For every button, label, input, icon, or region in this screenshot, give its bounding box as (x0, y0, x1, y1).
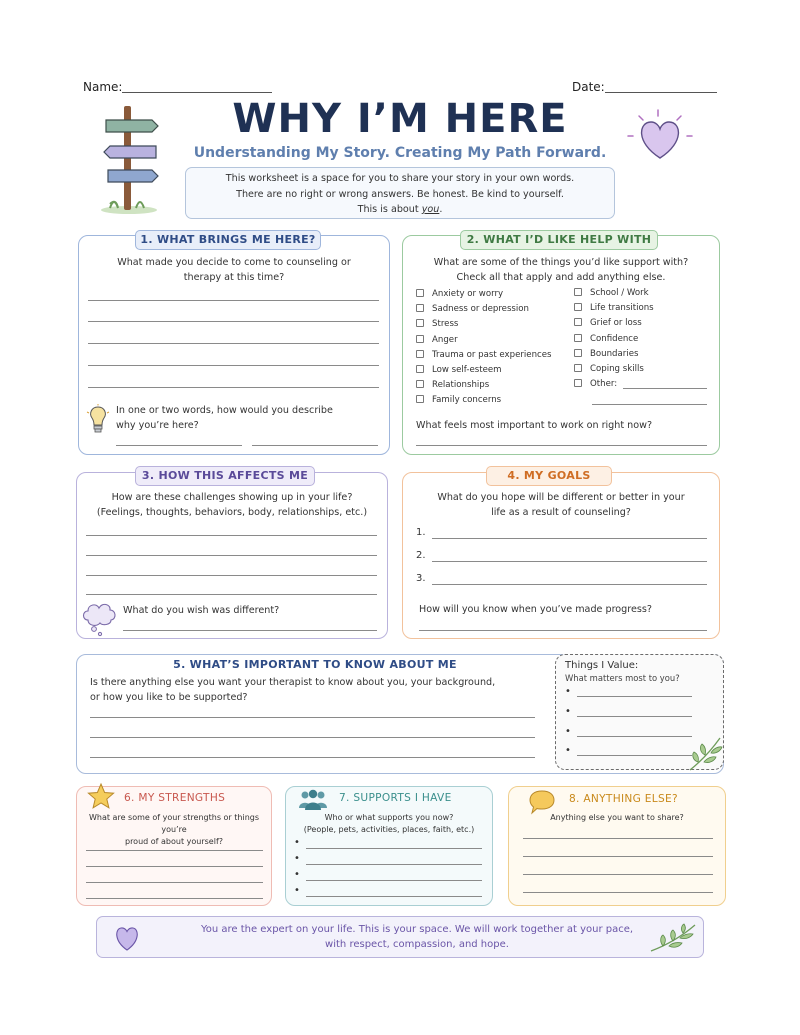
section-5-title: 5. WHAT’S IMPORTANT TO KNOW ABOUT ME (173, 658, 457, 671)
bullet: • (565, 706, 571, 717)
checkbox-label: Stress (432, 319, 459, 330)
section-4-followup: How will you know when you’ve made progress? (419, 604, 652, 615)
section-5-question: Is there anything else you want your therapist to know about you, your background, or how you like to be supported? (90, 677, 496, 703)
answer-line[interactable] (88, 321, 379, 322)
section-1-prompt: In one or two words, how would you describe why you’re here? (116, 405, 333, 431)
people-icon (298, 788, 328, 812)
lightbulb-icon (86, 404, 110, 436)
support-answer-line[interactable] (306, 896, 482, 897)
bullet: • (565, 686, 571, 697)
values-title: Things I Value: (565, 660, 639, 671)
checkbox-label: Sadness or depression (432, 304, 529, 315)
checkbox[interactable] (416, 289, 424, 297)
value-answer-line[interactable] (577, 716, 692, 717)
answer-line[interactable] (88, 300, 379, 301)
support-answer-line[interactable] (306, 848, 482, 849)
goal-answer-line[interactable] (432, 584, 707, 585)
checkbox-option[interactable] (416, 395, 501, 405)
checkbox[interactable] (416, 365, 424, 373)
answer-line[interactable] (86, 882, 263, 883)
section-4-title: 4. MY GOALS (486, 466, 612, 486)
checkbox[interactable] (574, 288, 582, 296)
checkbox-option[interactable] (574, 379, 617, 389)
checkbox-option[interactable] (416, 319, 458, 329)
goal-answer-line[interactable] (432, 561, 707, 562)
thought-cloud-icon (80, 598, 118, 638)
section-6-question: What are some of your strengths or things you’re proud of about yourself? (88, 813, 260, 846)
answer-line[interactable] (86, 850, 263, 851)
section-1-title: 1. WHAT BRINGS ME HERE? (135, 230, 321, 250)
checkbox[interactable] (416, 350, 424, 358)
answer-line[interactable] (523, 856, 713, 857)
checkbox-label: Life transitions (590, 303, 654, 314)
section-2-followup: What feels most important to work on right now? (416, 420, 653, 431)
short-answer-line[interactable] (116, 445, 242, 446)
answer-line[interactable] (88, 343, 379, 344)
support-answer-line[interactable] (306, 880, 482, 881)
checkbox[interactable] (574, 364, 582, 372)
answer-line[interactable] (90, 737, 535, 738)
bullet: • (565, 726, 571, 737)
section-2-title: 2. WHAT I’D LIKE HELP WITH (460, 230, 658, 250)
answer-line[interactable] (123, 630, 377, 631)
section-4-question: What do you hope will be different or better in your life as a result of counseling? (437, 492, 685, 518)
intro-line-3: This is about you. (357, 204, 443, 215)
checkbox-option[interactable] (574, 318, 642, 328)
answer-line[interactable] (86, 898, 263, 899)
checkbox-label: Boundaries (590, 348, 639, 359)
answer-line[interactable] (86, 535, 377, 536)
bullet: • (294, 885, 300, 896)
value-answer-line[interactable] (577, 736, 692, 737)
checkbox-label: Coping skills (590, 364, 644, 374)
checkbox-label: Anxiety or worry (432, 289, 504, 299)
bullet: • (294, 869, 300, 880)
section-3-title: 3. HOW THIS AFFECTS ME (135, 466, 315, 486)
intro-line-2: There are no right or wrong answers. Be honest. Be kind to yourself. (236, 188, 564, 200)
answer-line[interactable] (86, 594, 377, 595)
bullet: • (294, 853, 300, 864)
value-answer-line[interactable] (577, 755, 692, 756)
values-subtitle: What matters most to you? (565, 673, 680, 683)
section-1-question: What made you decide to come to counseling or therapy at this time? (117, 257, 351, 283)
intro-emphasis: you (421, 204, 440, 215)
checkbox-label: Anger (432, 334, 458, 345)
checkbox[interactable] (574, 303, 582, 311)
answer-line[interactable] (416, 445, 707, 446)
checkbox-label: Grief or loss (590, 318, 642, 329)
section-7-title: 7. SUPPORTS I HAVE (339, 792, 452, 804)
other-answer-line[interactable] (592, 404, 707, 405)
answer-line[interactable] (86, 866, 263, 867)
checkbox[interactable] (574, 379, 582, 387)
checkbox-option[interactable] (416, 380, 489, 390)
checkbox-label: Confidence (590, 333, 639, 344)
goal-number: 1. (416, 527, 426, 538)
checkbox-label: Relationships (432, 380, 490, 391)
checkbox[interactable] (574, 318, 582, 326)
goal-answer-line[interactable] (432, 538, 707, 539)
checkbox-option[interactable] (574, 364, 644, 374)
checkbox-option[interactable] (574, 349, 638, 359)
section-8-question: Anything else you want to share? (550, 813, 684, 822)
leaf-sprig-icon (649, 921, 699, 955)
answer-line[interactable] (88, 365, 379, 366)
checkbox-option[interactable] (416, 365, 502, 375)
heart-icon (625, 108, 695, 168)
section-3-question: How are these challenges showing up in your life? (Feelings, thoughts, behaviors, body, relationships, etc.) (96, 492, 368, 518)
answer-line[interactable] (523, 892, 713, 893)
page-subtitle: Understanding My Story. Creating My Path Forward. (193, 145, 607, 161)
checkbox-label: Low self-esteem (432, 365, 502, 375)
checkbox-label: School / Work (590, 288, 649, 298)
section-8-title: 8. ANYTHING ELSE? (569, 793, 678, 805)
checkbox-option[interactable] (416, 289, 503, 299)
answer-line[interactable] (523, 838, 713, 839)
page-title: WHY I’M HERE (232, 96, 568, 142)
checkbox-option[interactable] (416, 350, 552, 360)
answer-line[interactable] (86, 555, 377, 556)
heart-icon (111, 923, 143, 953)
bullet: • (565, 745, 571, 756)
answer-line[interactable] (419, 630, 707, 631)
checkbox-label: Family concerns (432, 395, 502, 406)
checkbox-option[interactable] (416, 335, 458, 345)
checkbox-option[interactable] (574, 334, 638, 344)
bullet: • (294, 837, 300, 848)
section-7-question: Who or what supports you now? (People, pets, activities, places, faith, etc.) (303, 813, 475, 834)
checkbox-option[interactable] (416, 304, 529, 314)
checkbox-option[interactable] (574, 288, 649, 298)
checkbox[interactable] (416, 319, 424, 327)
closing-message: You are the expert on your life. This is your space. We will work together at your pace, with respect, compassion, and hope. (200, 924, 634, 950)
other-answer-line[interactable] (623, 388, 707, 389)
value-answer-line[interactable] (577, 696, 692, 697)
checkbox[interactable] (574, 349, 582, 357)
answer-line[interactable] (523, 874, 713, 875)
goal-number: 3. (416, 573, 426, 584)
checkbox[interactable] (574, 334, 582, 342)
answer-line[interactable] (90, 717, 535, 718)
date-input-line[interactable] (605, 92, 717, 93)
intro-box (185, 167, 615, 219)
date-label: Date: (572, 80, 605, 94)
closing-message-box (96, 916, 704, 958)
leaf-sprig-icon (686, 736, 724, 772)
checkbox[interactable] (416, 395, 424, 403)
name-label: Name: (83, 80, 123, 94)
answer-line[interactable] (90, 757, 535, 758)
checkbox[interactable] (416, 304, 424, 312)
section-6-title: 6. MY STRENGTHS (124, 792, 226, 804)
intro-line-1: This worksheet is a space for you to share your story in your own words. (225, 173, 575, 184)
goal-number: 2. (416, 550, 426, 561)
checkbox-label: Trauma or past experiences (432, 349, 552, 360)
checkbox-option[interactable] (574, 303, 654, 313)
short-answer-line[interactable] (252, 445, 378, 446)
answer-line[interactable] (88, 387, 379, 388)
section-3-prompt: What do you wish was different? (123, 605, 280, 616)
checkbox[interactable] (416, 335, 424, 343)
support-answer-line[interactable] (306, 864, 482, 865)
checkbox[interactable] (416, 380, 424, 388)
name-input-line[interactable] (122, 92, 272, 93)
section-2-question: What are some of the things you’d like support with? Check all that apply and add anything else. (433, 257, 689, 283)
star-icon (86, 782, 116, 810)
answer-line[interactable] (86, 575, 377, 576)
checkbox-label: Other: (590, 379, 618, 390)
